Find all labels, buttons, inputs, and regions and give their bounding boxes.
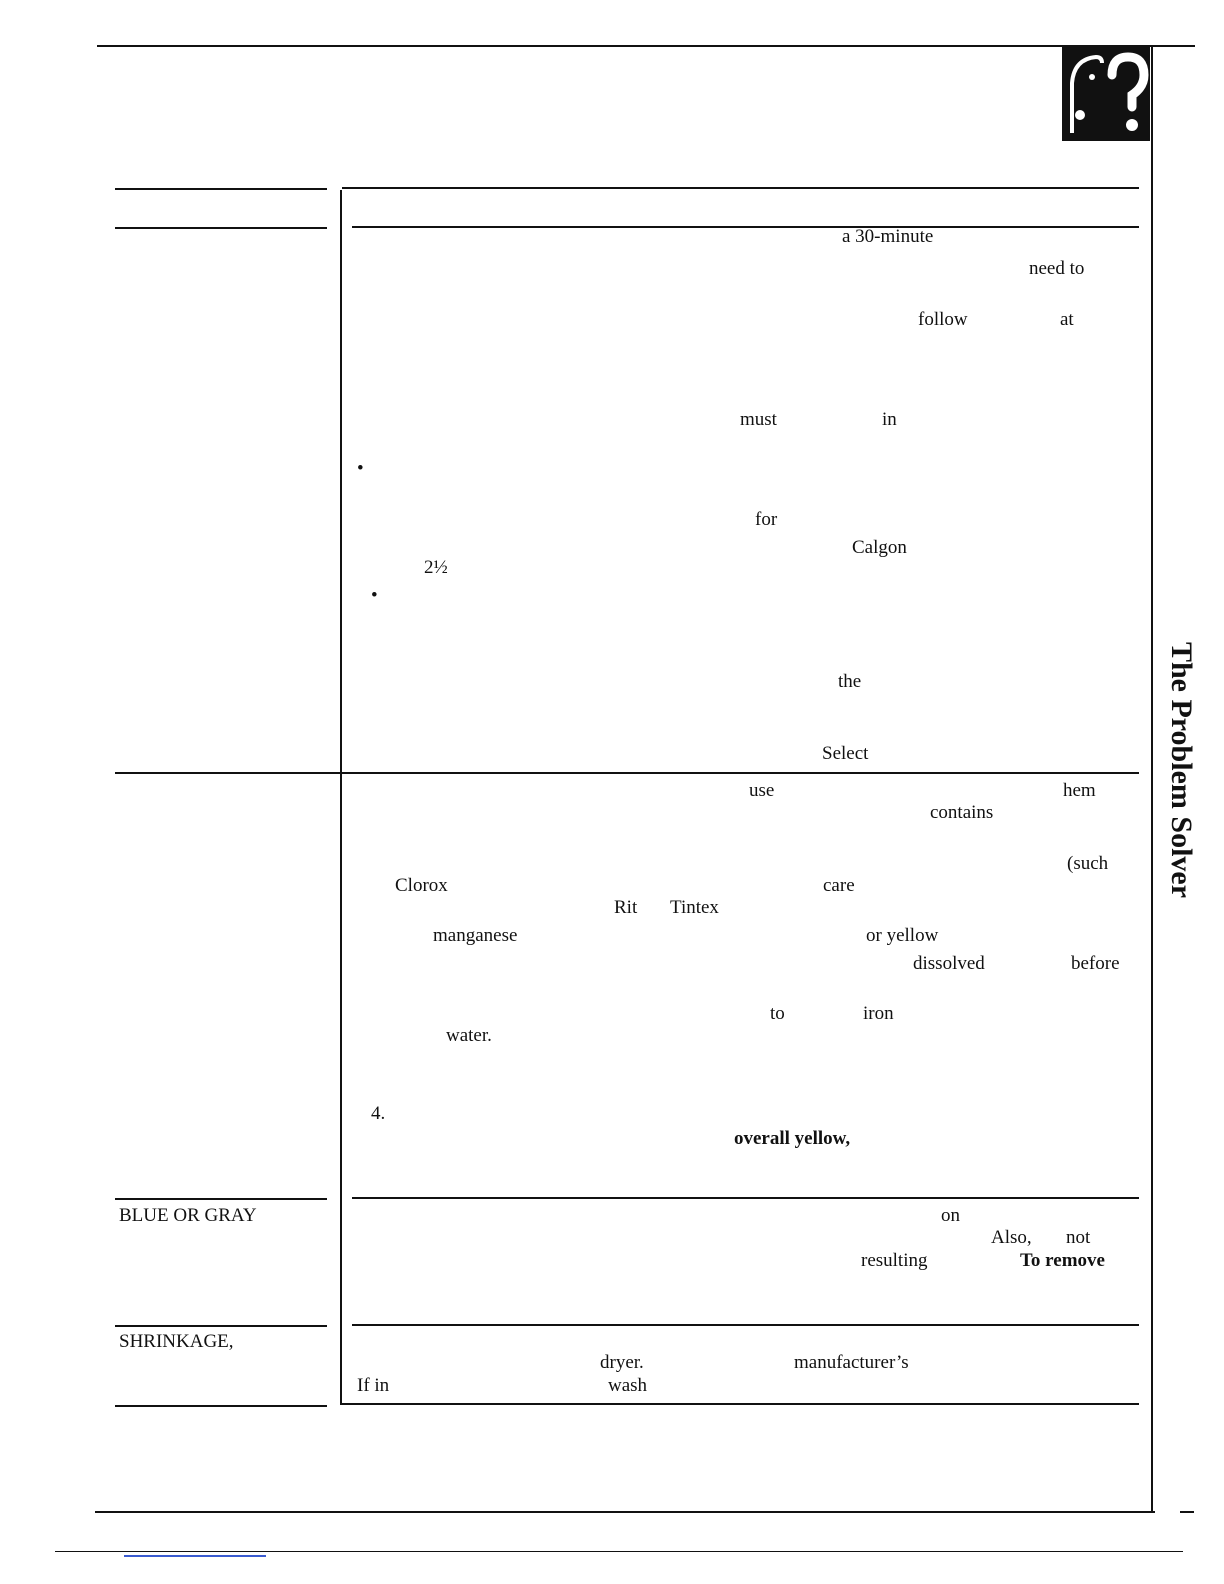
side-tab-title: The Problem Solver	[1165, 641, 1198, 899]
bottom-rule-tick	[1180, 1511, 1194, 1513]
header-rule-left	[115, 227, 327, 229]
side-tab	[1156, 600, 1206, 940]
cell-fragment: the	[838, 671, 862, 692]
cell-fragment: manganese	[433, 925, 518, 946]
cell-fragment: Calgon	[852, 537, 907, 558]
footer-link-underline[interactable]	[124, 1555, 266, 1557]
cell-fragment: manufacturer’s	[794, 1352, 909, 1373]
row-rule-3-right	[352, 1324, 1139, 1326]
table-bottom-rule-left	[115, 1405, 327, 1407]
cell-fragment-bold: To remove	[1020, 1250, 1105, 1271]
cell-fragment: water.	[446, 1025, 492, 1046]
cell-fragment: must	[740, 409, 777, 430]
cell-fragment: for	[755, 509, 778, 530]
bullet: •	[371, 585, 378, 606]
cell-fragment: not	[1066, 1227, 1091, 1248]
cell-fragment: resulting	[861, 1250, 928, 1271]
cell-fragment: wash	[608, 1375, 648, 1396]
cell-fragment: iron	[863, 1003, 894, 1024]
cell-fragment: before	[1071, 953, 1120, 974]
cell-fragment: dissolved	[913, 953, 985, 974]
cell-fragment: at	[1060, 309, 1074, 330]
cell-fragment: on	[941, 1205, 960, 1226]
right-rule	[1151, 45, 1153, 1511]
footer-rule	[55, 1551, 1183, 1552]
cell-fragment-bold: overall yellow,	[734, 1128, 851, 1149]
question-head-icon	[1062, 45, 1150, 141]
cell-fragment: hem	[1063, 780, 1096, 801]
bottom-rule	[95, 1511, 1155, 1513]
cell-fragment: Also,	[991, 1227, 1032, 1248]
column-divider	[340, 190, 342, 1405]
table-top-rule-left	[115, 188, 327, 190]
cell-fragment: Clorox	[395, 875, 448, 896]
row-rule-2-right	[352, 1197, 1139, 1199]
cell-fragment: (such	[1067, 853, 1109, 874]
cell-fragment: to	[770, 1003, 785, 1024]
cell-fragment: follow	[918, 309, 968, 330]
row-rule-2-left	[115, 1198, 327, 1200]
table-top-rule-right	[342, 187, 1139, 189]
cell-fragment: contains	[930, 802, 994, 823]
top-rule	[97, 45, 1195, 47]
cell-fragment: need to	[1029, 258, 1085, 279]
cell-fragment: or yellow	[866, 925, 939, 946]
cell-fragment: Select	[822, 743, 869, 764]
cell-fragment: use	[749, 780, 775, 801]
cell-fragment: If in	[357, 1375, 390, 1396]
header-rule-right	[352, 226, 1139, 228]
cell-fragment: in	[882, 409, 897, 430]
cell-fragment: 2½	[424, 557, 448, 578]
table-bottom-rule-right	[342, 1403, 1139, 1405]
cell-fragment: a 30-minute	[842, 226, 934, 247]
cell-fragment: Tintex	[670, 897, 719, 918]
problem-label: SHRINKAGE,	[119, 1331, 234, 1352]
cell-fragment: Rit	[614, 897, 638, 918]
cell-fragment: dryer.	[600, 1352, 644, 1373]
row-rule-3-left	[115, 1325, 327, 1327]
cell-fragment: care	[823, 875, 855, 896]
cell-fragment: 4.	[371, 1103, 386, 1124]
problem-label: BLUE OR GRAY	[119, 1205, 257, 1226]
row-rule-1	[115, 772, 1139, 774]
bullet: •	[357, 458, 364, 479]
